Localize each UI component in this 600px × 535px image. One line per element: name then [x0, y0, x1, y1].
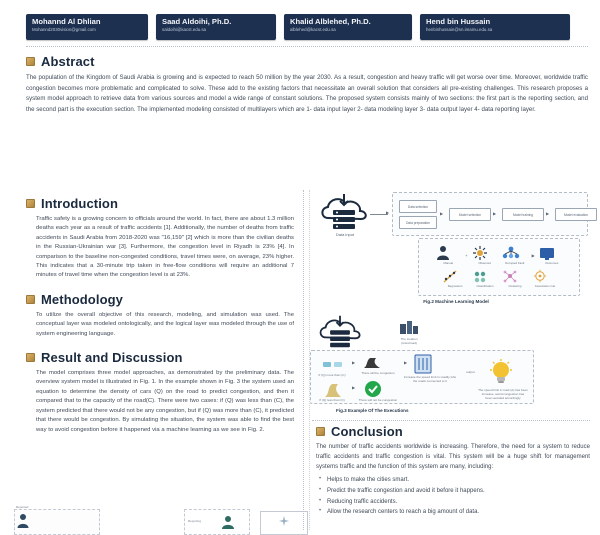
conclusion-divider: [312, 420, 590, 421]
figure-2: [316, 190, 590, 312]
author-email: henbinhussain@sn.imamu.edu.sa: [426, 27, 493, 32]
list-item: • Allow the research centers to reach a big amount of data.: [316, 507, 590, 518]
section-title: Abstract: [41, 54, 95, 69]
cloud-server-icon: [318, 192, 370, 232]
ml-icon-cell: [472, 269, 498, 289]
person-icon: [16, 513, 30, 529]
section-header: [26, 350, 294, 365]
author-email: saldoihi@kacst.edu.sa: [162, 27, 206, 32]
bookmark-icon: [26, 353, 35, 362]
fig3-location-label: The location (town/road): [400, 337, 418, 345]
pipeline-node: Data preparation: [399, 216, 437, 229]
ml-bottom-row: [423, 269, 577, 289]
section-result-discussion: [26, 350, 294, 435]
figure-3-caption: Fig.3 Example Of The Executions: [336, 408, 409, 413]
author-email: Mohannd2030vision@gmail.com: [32, 27, 96, 32]
fig2-data-input-label: Data input: [335, 232, 355, 237]
pipeline-node: Model evaluation: [555, 208, 597, 221]
section-header: [316, 424, 590, 439]
fig2-pipeline-container: [392, 192, 588, 236]
arrow-icon: ▶: [386, 210, 390, 215]
fig2-ml-icons-panel: [418, 238, 580, 296]
ml-icon-cell: [472, 245, 498, 266]
author-name: Khalid Alblehed, Ph.D.: [290, 17, 371, 26]
clustering-icon: [502, 269, 518, 284]
congested-road-icon: [362, 356, 382, 370]
ml-icon-label: Observed: [478, 261, 491, 265]
author-name: Saad Aldoihi, Ph.D.: [162, 17, 232, 26]
left-column: [26, 196, 294, 446]
author-card: [420, 14, 570, 40]
author-card: [156, 14, 276, 40]
introduction-text: Traffic safety is a growing concern to officials around the world. In fact, there are about 1.3 million deaths each year as a result of traffic accidents [1]. Additionally, the number of deaths from traffic accidents in Saudi Arabia from 2018-2020 was "16,159" [2] which is more than the civilian deaths in the Russian-Ukrainian war [3]. Furthermore, the congestion level in Riyadh is 23% [4]. In comparison to the baseline non-congested conditions, travel times were, on average, 23% higher. This indicates that a 30-minute trip taken in free-flow conditions will require an additional 7 minutes of travel time when the congestion level is at 23%.: [36, 216, 294, 279]
section-conclusion: [316, 424, 590, 518]
list-item: • Reducing traffic accidents.: [316, 497, 590, 508]
ml-icon-label: Manual: [443, 261, 454, 265]
manual-icon: [435, 245, 451, 261]
observed-icon: [472, 245, 488, 261]
arrow-icon: ▶: [352, 385, 356, 390]
section-title: Result and Discussion: [41, 350, 183, 366]
fig3-action-label: Increase the speed limit in roadily who the roads connected to it: [403, 375, 457, 383]
ml-icon-label: Regression: [447, 284, 463, 288]
author-name: Mohannd Al Dhlian: [32, 17, 101, 26]
list-item: • Helps to make the cities smart.: [316, 475, 590, 486]
ml-top-row: [425, 245, 575, 266]
arrow-icon: ▶: [531, 252, 535, 258]
result-text: The model comprises three model approaches, as demonstrated by the preliminary data. The overview system model is illustrated in Fig. 1. In the example shown in Fig. 3 the system used an equation to determine the density of cars (Q) on the road to predict congestion, and then it compared that to the capacity of the road(C). There were two cases: if (Q) was less than (C), the system predicted that there would not be any congestion, but if (Q) was more than (C), it predicted that there would be congestion. By simulating the situation, the system was able to find the best way to avoid congestion before it happened via a machine learning as we see in Fig. 2.: [36, 370, 294, 433]
speed-limit-sign-icon: [414, 354, 432, 374]
fig3-conclusion-note: The speed limit in road (A) has been increase, avoid congestion has been avoided accordingly: [478, 388, 528, 400]
ml-icon-cell: [502, 245, 528, 266]
arrow-icon: ▶: [352, 360, 356, 365]
figure-1-overview-system-model: [14, 505, 304, 535]
section-introduction: [26, 196, 294, 281]
fig1-caption-fragment: Reported: [16, 505, 29, 509]
arrow-icon: ▶: [404, 360, 408, 365]
author-card: [284, 14, 412, 40]
check-circle-icon: [364, 380, 382, 398]
cloud-server-icon: [316, 314, 364, 350]
ml-icon-cell: [442, 269, 468, 289]
regression-icon: [442, 269, 458, 284]
right-column: [316, 190, 590, 413]
fig3-congestion-label: There will be congestion: [361, 371, 395, 375]
conclusion-bullet-list: [316, 475, 590, 517]
list-item: • Predict the traffic congestion and avoid it before it happens.: [316, 486, 590, 497]
conclusion-text: The number of traffic accidents worldwide is increasing. Therefore, the need for a system to reduce traffic accidents and traffic congestion is vital. This system will be a huge shift for management systems traffic and the function of this system are many, including:: [316, 444, 590, 470]
author-name: Hend bin Hussain: [426, 17, 491, 26]
fig3-branch-high-label: If (Q) more than (C): [318, 373, 346, 377]
ml-icon-cell: [532, 269, 558, 289]
column-separator: [303, 190, 304, 530]
author-email: alblehed@kacst.edu.sa: [290, 27, 336, 32]
pipeline-node: Model selection: [449, 208, 491, 221]
ml-icon-cell: [435, 245, 461, 266]
fig1-reporting-label: Reporting: [188, 519, 202, 523]
fig3-output-label: output: [466, 370, 475, 374]
neural-network-icon: [502, 245, 520, 261]
header-divider: [26, 46, 588, 47]
ml-icon-label: Occupied Fault: [504, 261, 525, 265]
arrow-icon: ▶: [440, 211, 444, 216]
section-methodology: [26, 292, 294, 339]
methodology-text: To utilize the overall objective of this research, modeling, and simulation was used. The conceptual layer was modeled ontologically, and the logical layer was modeled through the use of system engineering language.: [36, 311, 294, 337]
bookmark-icon: [26, 199, 35, 208]
section-abstract: [26, 54, 588, 115]
classification-icon: [472, 269, 488, 284]
city-location-icon: [398, 318, 420, 336]
bookmark-icon: [316, 427, 325, 436]
plus-icon: +: [465, 252, 468, 258]
figure-3: [316, 314, 590, 413]
lightbulb-icon: [488, 358, 514, 386]
free-road-icon: [322, 380, 344, 398]
arrow-icon: ▶: [546, 211, 550, 216]
section-title: Introduction: [41, 196, 119, 211]
arrow-icon: ▶: [493, 211, 497, 216]
ml-icon-label: Classification: [476, 284, 494, 288]
section-title: Conclusion: [331, 424, 403, 439]
ml-icon-cell: [539, 247, 565, 266]
section-header: [26, 54, 588, 69]
ml-icon-label: Clustering: [508, 284, 522, 288]
fig3-no-congestion-label: There will not be congestion: [358, 398, 398, 402]
figure-2-caption: Fig.2 Machine Learning Model: [423, 299, 489, 304]
ml-icon-label: Outcomes: [545, 261, 559, 265]
officer-icon: [220, 515, 236, 530]
section-header: [26, 292, 294, 307]
pipeline-node: Model training: [502, 208, 544, 221]
abstract-text: The population of the Kingdom of Saudi Arabia is growing and is expected to reach 50 million by the year 2030. As a result, congestion and heavy traffic will get worse over time. Moreover, worldwide traffic congestion becomes more problematic and complicated to solve. These add to the existing factors that necessitate an overall solution that considers all pre-existing challenges. This research proposes a system model approach to retrieve data from various sources and model a wide range of constant solutions. The proposed system consists mainly of two sections: the first part is the reporting section, and the second part is the execution section. The implemented modeling consisted of multilayers which are 1- data input layer 2- data modeling layer 3- data output layer 4- data reporting layer.: [26, 74, 588, 113]
author-card: [26, 14, 148, 40]
association-rule-icon: [532, 269, 548, 284]
section-title: Methodology: [41, 291, 123, 307]
bookmark-icon: [26, 295, 35, 304]
sparkle-icon: [276, 515, 292, 529]
pipeline-node: Data selection: [399, 200, 437, 213]
bookmark-icon: [26, 57, 35, 66]
traffic-jam-icon: [322, 356, 344, 372]
ml-icon-cell: [502, 269, 528, 289]
monitor-icon: [539, 247, 555, 261]
ml-icon-label: Association rule: [534, 284, 556, 288]
section-header: [26, 196, 294, 211]
fig3-branch-low-label: If (Q) less than (C): [319, 398, 345, 402]
author-band: [26, 14, 588, 40]
